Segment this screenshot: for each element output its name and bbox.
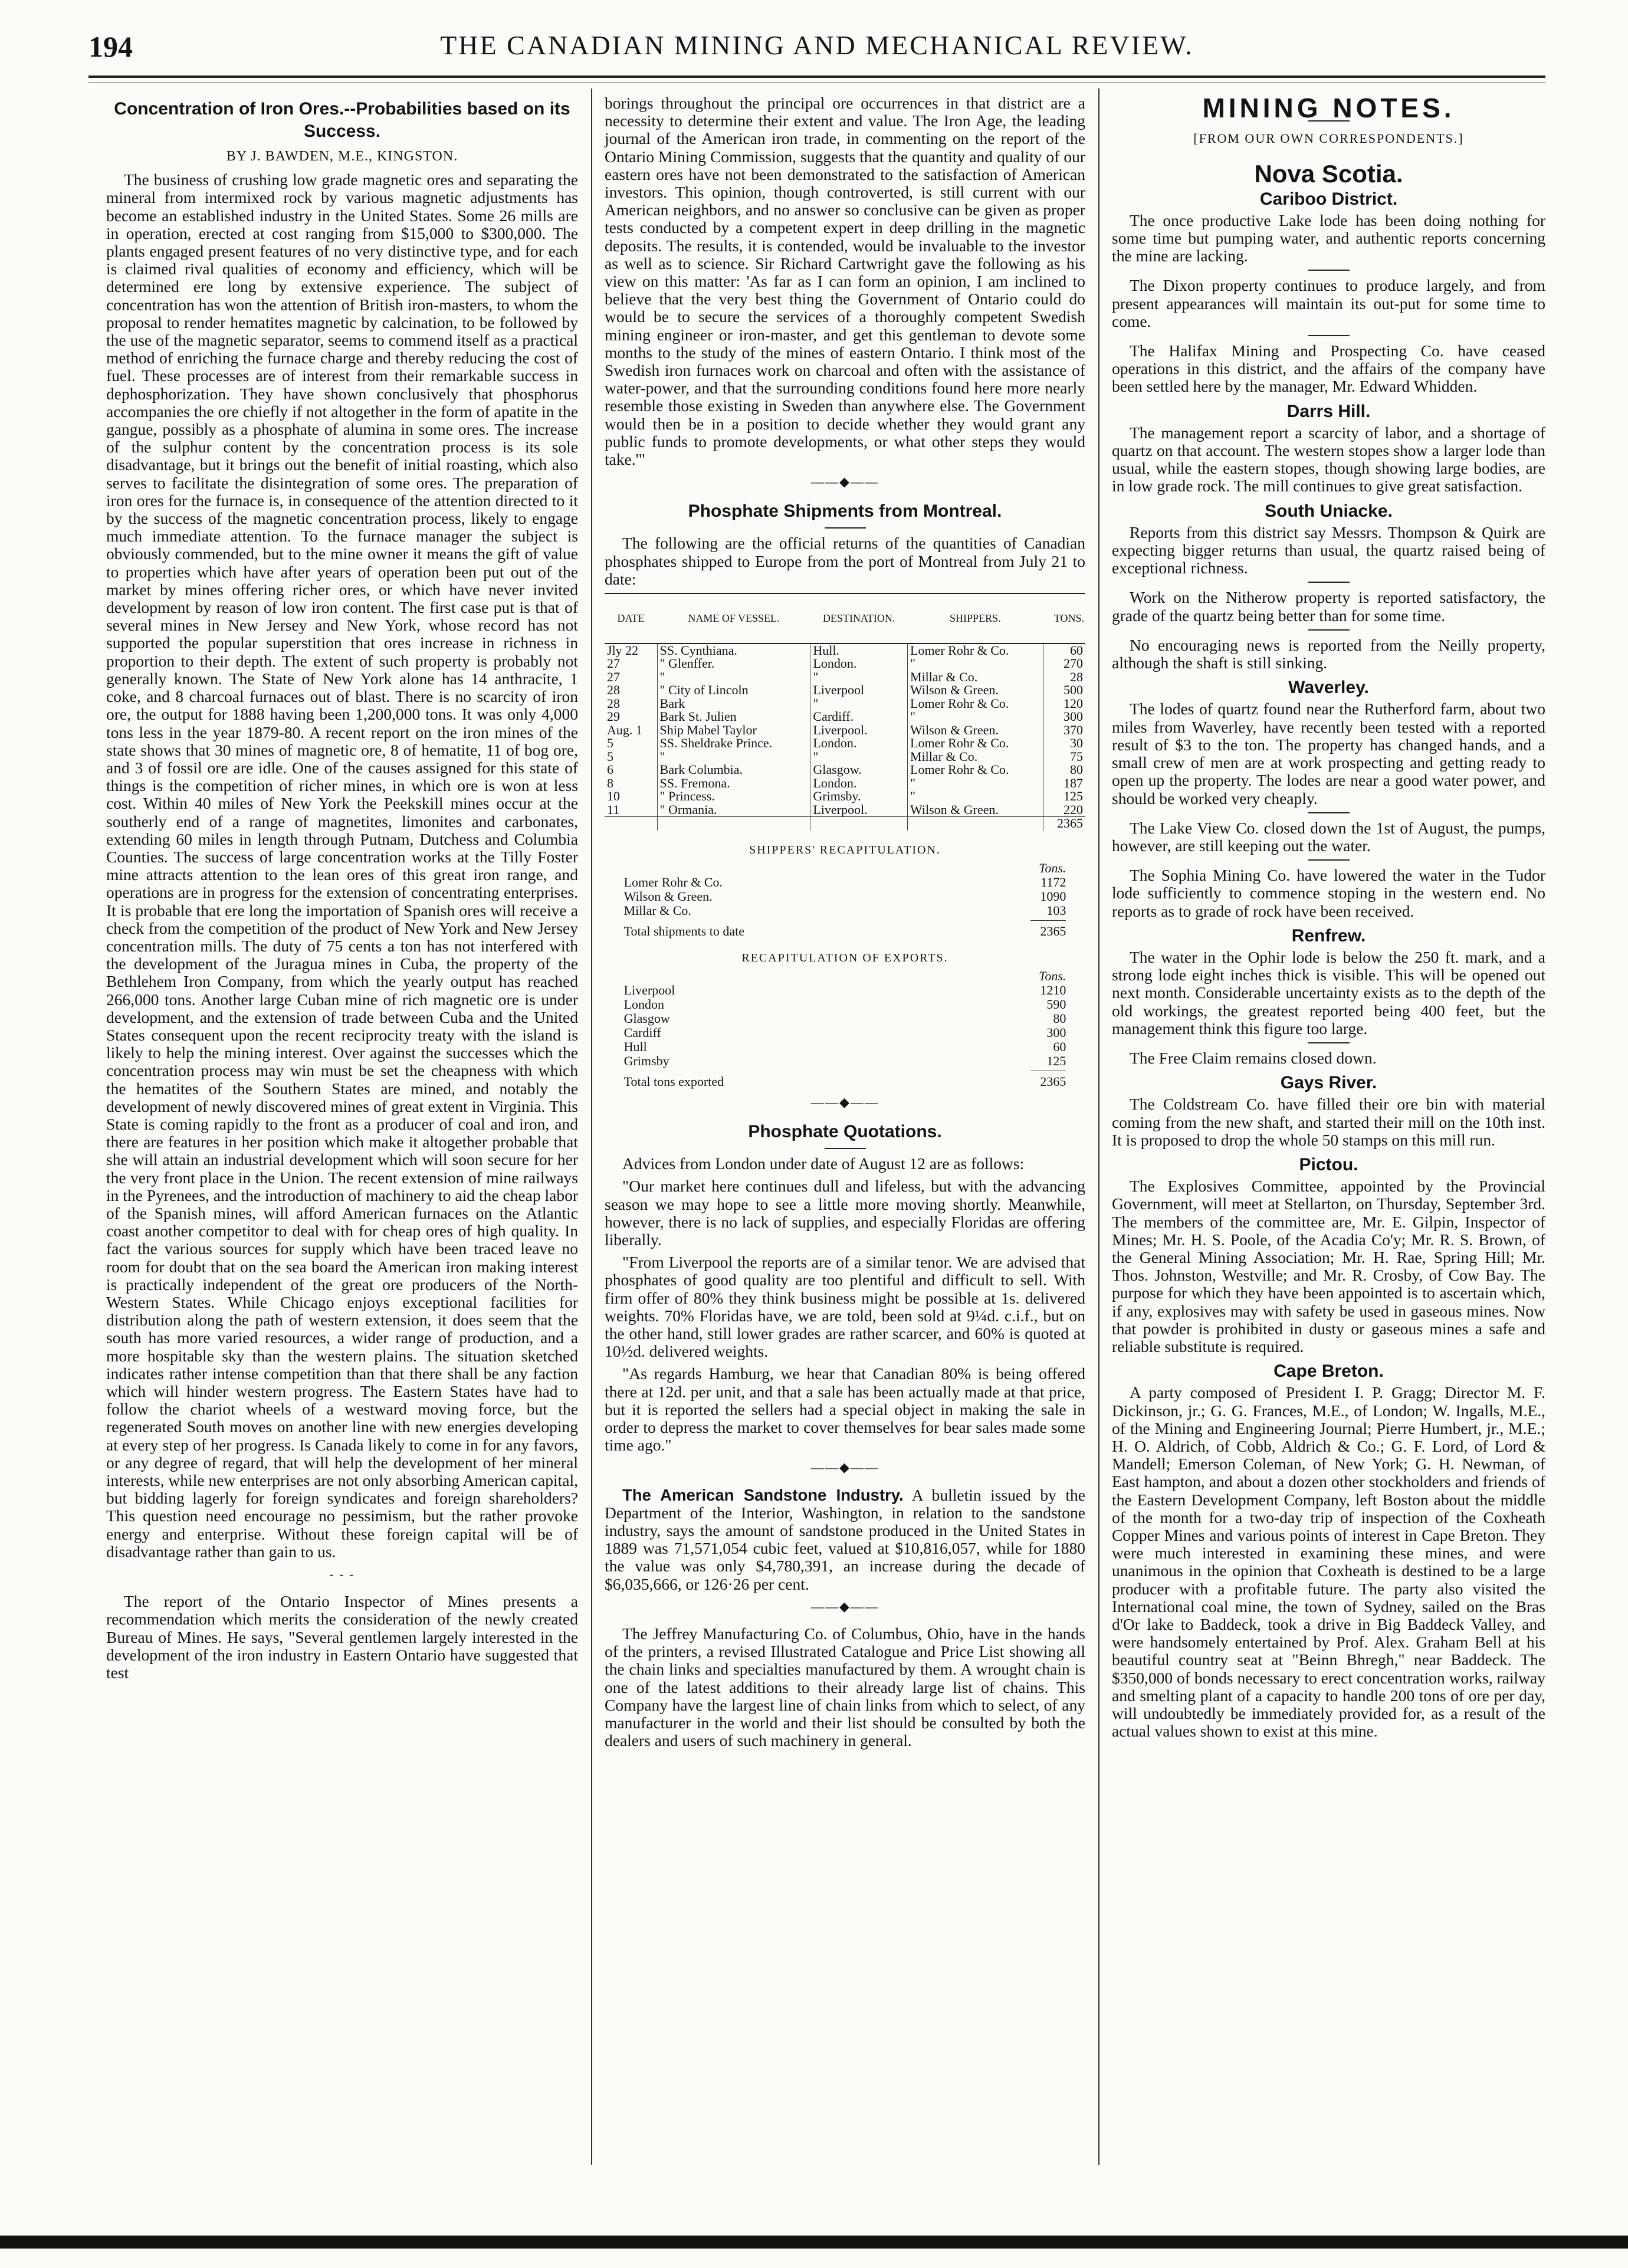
district-heading: Cariboo District.: [1259, 189, 1398, 209]
iron-article-byline: BY J. BAWDEN, M.E., KINGSTON.: [226, 149, 458, 164]
table-cell: 28: [1043, 671, 1085, 684]
table-cell: Glasgow.: [810, 763, 908, 777]
recap-total-label: Total shipments to date: [623, 923, 744, 938]
short-rule: [1308, 582, 1350, 583]
section-separator: - - -: [329, 1567, 355, 1582]
table-cell: 28: [607, 695, 620, 711]
district-heading: Waverley.: [1288, 678, 1369, 698]
mining-note-paragraph: Work on the Nitherow property is reported satisfactory, the grade of the quartz being better than for some time.: [1112, 588, 1545, 625]
table-cell: Cardiff.: [810, 710, 908, 724]
recap-label: Wilson & Green.: [623, 888, 713, 904]
recap-label: Glasgow: [623, 1010, 670, 1026]
table-row: [605, 803, 1085, 817]
recap-row: [624, 875, 1066, 890]
table-cell: 6: [607, 762, 613, 777]
table-row: [605, 750, 1085, 764]
table-cell: Bark St. Julien: [657, 710, 810, 724]
table-cell: ": [908, 657, 1043, 671]
mining-note-paragraph: The Dixon property continues to produce largely, and from present appearances will maintain its out-put for some time to come.: [1112, 276, 1545, 330]
tons-label: Tons.: [1039, 860, 1066, 875]
district-heading: Cape Breton.: [1273, 1361, 1384, 1381]
short-rule: [825, 527, 866, 529]
table-cell: Wilson & Green.: [908, 724, 1043, 737]
section-separator: ——◆——: [811, 1094, 879, 1110]
table-cell: 300: [1043, 710, 1085, 724]
mining-note-paragraph: No encouraging news is reported from the Neilly property, although the shaft is still sinking.: [1112, 635, 1545, 672]
table-row: [605, 671, 1085, 684]
column-2: [605, 94, 1085, 1754]
section-separator: ——◆——: [811, 1460, 879, 1475]
recap-row: [624, 904, 1066, 918]
mining-note-paragraph: The once productive Lake lode has been doing nothing for some time but pumping water, and authentic reports concerning the mine are lacking.: [1112, 211, 1545, 265]
province-heading: Nova Scotia.: [1254, 160, 1403, 188]
table-cell: Hull.: [810, 644, 908, 658]
table-cell: London.: [810, 657, 908, 671]
exports-recap: [624, 969, 1066, 1089]
table-cell: [810, 817, 908, 831]
recap-row: [624, 1040, 1066, 1054]
mining-note-paragraph: The Coldstream Co. have filled their ore bin with material coming from the new shaft, and started their mill on the 10th inst. It is proposed to drop the whole 50 stamps on this mill run.: [1112, 1095, 1545, 1149]
total-line: [1030, 920, 1066, 921]
recap-value: 1210: [1040, 982, 1066, 997]
table-cell: 75: [1043, 750, 1085, 764]
table-cell: 30: [1043, 737, 1085, 750]
mining-note-paragraph: The Free Claim remains closed down.: [1130, 1048, 1377, 1067]
table-row: [605, 790, 1085, 803]
sandstone-paragraph: [605, 1486, 1085, 1593]
recap-value: 1090: [1040, 888, 1066, 904]
table-cell: " City of Lincoln: [657, 684, 810, 697]
page-number: 194: [88, 30, 133, 63]
table-cell: [657, 817, 810, 831]
recap-row: [624, 997, 1066, 1012]
table-cell: Bark Columbia.: [657, 763, 810, 777]
phosphate-shipments-title: Phosphate Shipments from Montreal.: [688, 501, 1002, 521]
recap-total-row: [624, 924, 1066, 938]
header-rule: [88, 76, 1545, 78]
quotations-paragraph: "As regards Hamburg, we hear that Canadian 80% is being offered there at 12d. per unit, and that a sale has been actually made at that price, but it is reported the sellers had a special object in making the sale in order to depress the market to cover themselves for bear sales made some time ago.": [605, 1364, 1085, 1455]
table-row: [605, 763, 1085, 777]
recap-value: 80: [1053, 1010, 1066, 1026]
recap-row: [624, 1012, 1066, 1026]
table-cell: 10: [607, 789, 620, 804]
table-cell: ": [908, 710, 1043, 724]
table-cell: 270: [1043, 657, 1085, 671]
recap-value: 590: [1046, 996, 1066, 1012]
table-cell: Lomer Rohr & Co.: [908, 644, 1043, 658]
table-cell: Millar & Co.: [908, 750, 1043, 764]
district-heading: Gays River.: [1280, 1073, 1377, 1093]
table-cell: Aug. 1: [607, 722, 642, 737]
recap-row: [624, 983, 1066, 997]
table-cell: Liverpool.: [810, 803, 908, 817]
table-cell: ": [908, 777, 1043, 790]
table-row: [605, 710, 1085, 724]
recap-value: 60: [1053, 1039, 1066, 1054]
table-cell: 28: [607, 682, 620, 698]
table-cell: 5: [607, 736, 613, 751]
iron-article-paragraph: The report of the Ontario Inspector of Mines presents a recommendation which merits the consideration of the newly created Bureau of Mines. He says, "Several gentlemen largely interested in the development of the iron industry in Eastern Ontario have suggested that test: [106, 1592, 578, 1682]
col-tons: TONS.: [1043, 593, 1085, 644]
recap-row: [624, 1026, 1066, 1040]
district-heading: South Uniacke.: [1265, 501, 1393, 521]
table-cell: SS. Sheldrake Prince.: [657, 737, 810, 750]
table-cell: 187: [1043, 777, 1085, 790]
short-rule: [1308, 335, 1350, 336]
shippers-recap-title: SHIPPERS' RECAPITULATION.: [749, 843, 941, 856]
recap-row: [624, 890, 1066, 904]
recap-label: Millar & Co.: [623, 902, 691, 918]
table-cell: [908, 817, 1043, 831]
table-row: [605, 697, 1085, 711]
recap-value: 103: [1046, 902, 1066, 918]
recap-label: Cardiff: [623, 1025, 661, 1040]
table-cell: 11: [607, 802, 620, 817]
table-header-row: [605, 593, 1085, 644]
quotations-paragraph: Advices from London under date of August 12 are as follows:: [622, 1154, 1025, 1173]
table-cell: 5: [607, 749, 613, 764]
table-total-row: [605, 817, 1085, 831]
column-1: [106, 94, 578, 1686]
table-row: [605, 777, 1085, 790]
section-separator: ——◆——: [811, 474, 879, 490]
jeffrey-paragraph: The Jeffrey Manufacturing Co. of Columbus, Ohio, have in the hands of the printers, a revised Illustrated Catalogue and Price List showing all the chain links and specialties manufactured by them. A wrought chain is one of the latest additions to their already large list of chains. This Company have the largest line of chain links from which to select, of any manufacturer in the world and their list should be consulted by both the dealers and users of such machinery in general.: [605, 1624, 1085, 1750]
mining-note-paragraph: The Explosives Committee, appointed by the Provincial Government, will meet at Stellarton, on Thursday, September 3rd. The members of the committee are, Mr. E. Gilpin, Inspector of Mines; Mr. H. S. Poole, of the Acadia Co'y; Mr. R. S. Brown, of the General Mining Association; Mr. H. Rae, Spring Hill; Mr. Thos. Johnston, Westville; and Mr. R. Crosby, of Cow Bay. The purpose for which they have been appointed is to ascertain which, if any, explosives may with safety be used in gaseous mines. Now that powder is prohibited in dusty or gaseous mines a safe and reliable substitute is required.: [1112, 1177, 1545, 1355]
table-cell: 29: [607, 709, 620, 724]
table-row: [605, 657, 1085, 671]
sandstone-text: A bulletin issued by the Department of the Interior, Washington, in relation to the sandstone industry, says the amount of sandstone produced in the United States in 1889 was 71,571,054 cubic feet, valued at $10,816,057, while for 1880 the value was only $4,780,391, an increase during the decade of $6,035,666, or 126·26 per cent.: [605, 1485, 1085, 1593]
column-3: [1112, 94, 1545, 1745]
short-rule: [1308, 812, 1350, 813]
column-divider: [591, 88, 592, 2165]
iron-article-title: Concentration of Iron Ores.--Probabilities based on its Success.: [114, 99, 570, 141]
recap-label: Liverpool: [623, 982, 675, 997]
quotations-paragraph: "Our market here continues dull and lifeless, but with the advancing season we may hope to see a little more moving shortly. Meanwhile, however, there is no lack of supplies, and especially Floridas are offering liberally.: [605, 1177, 1085, 1249]
shippers-recap: [624, 861, 1066, 938]
table-cell: Jly 22: [607, 642, 639, 658]
mining-notes-title: MINING NOTES.: [1202, 93, 1455, 123]
short-rule: [1308, 859, 1350, 861]
table-cell: Millar & Co.: [908, 671, 1043, 684]
sandstone-title: The American Sandstone Industry.: [622, 1485, 904, 1504]
table-cell: London.: [810, 737, 908, 750]
table-cell: Bark: [657, 697, 810, 711]
table-cell: London.: [810, 777, 908, 790]
mining-note-paragraph: The water in the Ophir lode is below the 250 ft. mark, and a strong lode eight inches thick is visible. This will be opened out next month. Considerable uncertainty exists as to the depth of the old workings, the greatest reported being 400 feet, but the management think this figure too large.: [1112, 947, 1545, 1038]
iron-article-paragraph: borings throughout the principal ore occurrences in that district are a necessity to determine their extent and value. The Iron Age, the leading journal of the American iron trade, in commenting on the report of the Ontario Mining Commission, suggests that the quantity and quality of our eastern ores have not been demonstrated to the satisfaction of American investors. This opinion, though controverted, is still current with our American neighbors, and no answer so conclusive can be given as proper tests conducted by a competent expert in deep drilling in the magnetic deposits. The results, it is contended, would be invaluable to the investor as well as to science. Sir Richard Cartwright gave the following as his view on this matter: 'As far as I can form an opinion, I am inclined to believe that the very best thing the Government of Ontario could do would be to secure the services of a thoroughly competent Swedish mining engineer or iron-master, and get this gentleman to devote some months to the study of the mines of eastern Ontario. I think most of the Swedish iron furnaces work on charcoal and often with the assistance of water-power, and that the surrounding conditions found here more nearly resemble those existing in Sweden than anywhere else. The Government would then be in a position to decide whether they would grant any public funds to promote developments, or what other steps they would take.'": [605, 94, 1085, 469]
recap-total-row: [624, 1075, 1066, 1089]
table-cell: 80: [1043, 763, 1085, 777]
table-cell: ": [810, 671, 908, 684]
district-heading: Pictou.: [1299, 1154, 1358, 1174]
recap-value: 125: [1046, 1053, 1066, 1068]
quotations-paragraph: "From Liverpool the reports are of a similar tenor. We are advised that phosphates of good quality are too plentiful and difficult to sell. With firm offer of 80% they think business might be possible at 1s. delivered weights. 70% Floridas have, we are told, been sold at 9¼d. c.i.f., but on the other hand, still lower grades are rather scarcer, and 60% is quoted at 10½d. delivered weights.: [605, 1253, 1085, 1361]
table-row: [605, 724, 1085, 737]
col-destination: DESTINATION.: [810, 593, 908, 644]
table-cell: 120: [1043, 697, 1085, 711]
table-cell: 220: [1043, 803, 1085, 817]
mining-note-paragraph: The Halifax Mining and Prospecting Co. have ceased operations in this district, and the affairs of the company have been settled here by the manager, Mr. Edward Whidden.: [1112, 342, 1545, 396]
table-total-value: 2365: [1043, 817, 1085, 831]
short-rule: [1308, 1042, 1350, 1043]
column-divider: [1098, 88, 1099, 2165]
bottom-rule: [0, 2236, 1628, 2249]
table-cell: Lomer Rohr & Co.: [908, 737, 1043, 750]
phosphate-quotations-title: Phosphate Quotations.: [748, 1122, 942, 1142]
table-cell: Lomer Rohr & Co.: [908, 763, 1043, 777]
section-separator: ——◆——: [811, 1599, 879, 1614]
recap-total-value: 2365: [1040, 923, 1066, 938]
table-cell: " Glenffer.: [657, 657, 810, 671]
table-cell: ": [810, 697, 908, 711]
table-cell: 500: [1043, 684, 1085, 697]
district-heading: Renfrew.: [1291, 925, 1366, 946]
table-cell: " Ormania.: [657, 803, 810, 817]
table-cell: SS. Fremona.: [657, 777, 810, 790]
col-date: DATE: [605, 593, 657, 644]
recap-row: [624, 1054, 1066, 1068]
table-cell: 8: [607, 775, 613, 790]
col-vessel: NAME OF VESSEL.: [657, 593, 810, 644]
table-cell: Ship Mabel Taylor: [657, 724, 810, 737]
tons-label: Tons.: [1039, 968, 1066, 983]
mining-note-paragraph: The Sophia Mining Co. have lowered the water in the Tudor lode sufficiently to commence stoping in the western end. No reports as to grade of rock have been received.: [1112, 866, 1545, 920]
recap-label: Grimsby: [623, 1053, 669, 1068]
mining-note-paragraph: A party composed of President I. P. Gragg; Director M. F. Dickinson, jr.; G. G. Frances, M.E., of London; W. Ingalls, M.E., of the Mining and Engineering Journal; Pierre Humbert, jr., M.E.; H. O. Aldrich, of Cobb, Aldrich & Co.; G. F. Lord, of Lord & Mandell; Emerson Coleman, of New York; G. H. Newman, of East hampton, and about a dozen other stockholders and friends of the Eastern Development Company, left Boston about the middle of the month for a two-day trip of inspection of the Coxheath Copper Mines and various points of interest in Cape Breton. They were much interested in examining these mines, and were unanimous in the opinion that Coxheath is destined to be a large producer with a profitable future. The party also visited the International coal mine, the town of Sydney, sailed on the Bras d'Or lake to Baddeck, took a drive in Big Baddeck Valley, and were handsomely entertained by Prof. Alex. Graham Bell at his beautiful country seat at "Beinn Bhregh," near Baddeck. The $350,000 of bonds necessary to erect concentration works, railway and smelting plant of a capacity to handle 200 tons of ore per day, will undoubtedly be immediately provided for, as a result of the actual values shown to exist at this mine.: [1112, 1383, 1545, 1741]
mining-note-paragraph: The Lake View Co. closed down the 1st of August, the pumps, however, are still keeping out the water.: [1112, 818, 1545, 855]
mining-note-paragraph: The lodes of quartz found near the Rutherford farm, about two miles from Waverley, have recently been tested with a reported result of $3 to the ton. The property has changed hands, and a small crew of men are at work prospecting and getting ready to open up the property. The lodes are near a good water power, and should be worked very cheaply.: [1112, 700, 1545, 808]
exports-recap-title: RECAPITULATION OF EXPORTS.: [741, 951, 948, 964]
recap-total-value: 2365: [1040, 1074, 1066, 1089]
table-cell: Wilson & Green.: [908, 803, 1043, 817]
table-cell: ": [908, 790, 1043, 803]
recap-label: London: [623, 996, 665, 1012]
table-cell: Lomer Rohr & Co.: [908, 697, 1043, 711]
phosphate-shipments-intro: The following are the official returns of the quantities of Canadian phosphates shipped to Europe from the port of Montreal from July 21 to date:: [605, 534, 1085, 588]
recap-value: 1172: [1041, 874, 1066, 890]
recap-label: Lomer Rohr & Co.: [623, 874, 723, 890]
phosphate-shipments-table: [605, 593, 1085, 831]
table-cell: 125: [1043, 790, 1085, 803]
col-shippers: SHIPPERS.: [908, 593, 1043, 644]
table-cell: Liverpool: [810, 684, 908, 697]
table-cell: ": [657, 671, 810, 684]
table-cell: 27: [607, 669, 620, 684]
table-cell: Liverpool.: [810, 724, 908, 737]
recap-total-label: Total tons exported: [623, 1074, 724, 1089]
table-cell: 60: [1043, 644, 1085, 658]
iron-article-paragraph: The business of crushing low grade magnetic ores and separating the mineral from intermixed rock by various magnetic adjustments has become an established industry in the United States. Some 26 mills are in operation, erected at cost ranging from $15,000 to $300,000. The plants engaged present features of no very distinctive type, and for each is claimed rival qualities of economy and efficiency, which will be determined ere long by extensive experience. The subject of concentration has won the attention of British iron-masters, to whom the proposal to render hematites magnetic by calcination, to be followed by the use of the magnetic separator, seems to commend itself as a practical method of enriching the furnace charge and thereby reducing the cost of fuel. These processes are of interest from their remarkable success in dephosphorization. They have shown conclusively that phosphorus accompanies the ore chiefly if not altogether in the form of apatite in the gangue, possibly as a phosphate of alumina in some ores. The increase of the sulphur content by the concentration process is its sole disadvantage, but it brings out the benefit of initial roasting, which also serves to facilitate the disintegration of some ores. The preparation of iron ores for the furnace is, in consequence of the attention directed to it by the success of the magnetic concentration process, likely to engage much immediate attention. To the furnace manager the subject is obviously commended, but to the mine owner it means the gift of value to properties which have after years of operation been put out of the market by mines offering richer ores, or which have never invited development by reason of low iron content. The first case put is that of several mines in New Jersey and New York, whose record has not supported the popular superstition that ores increase in richness in proportion to their depth. The extent of such property is probably not generally known. The State of New York alone has 14 anthracite, 1 coke, and 8 charcoal furnaces out of blast. There is no scarcity of iron ore, the output for 1888 having been 1,200,000 tons. It was only 4,000 tons less in the year 1879-80. A recent report on the iron mines of the state shows that 30 mines of magnetic ore, 8 of hematite, 11 of bog ore, and 3 of fossil ore are idle. One of the causes assigned for this state of things is the competition of richer mines, in which ore is won at less cost. Within 40 miles of New York the Peekskill mines occur at the southerly end of a range of magnetites, limonites and carbonates, extending 60 miles in length through Putnam, Dutchess and Columbia Counties. The success of large concentration works at the Tilly Foster mine attracts attention to the lean ores of this great iron range, and operations are in progress for the extension of concentrating enterprises. It is probable that ere long the importation of Spanish ores will receive a check from the competition of the product of New York and New Jersey concentration mills. The duty of 75 cents a ton has not interfered with the development of the Juragua mines in Cuba, the property of the Bethlehem Iron Company, from which the yearly output has reached 266,000 tons. Another large Cuban mine of rich magnetic ore is under development, and the extension of trade between Cuba and the United States consequent upon the recent reciprocity treaty with the island is likely to help the mining interest. Over against the successes which the concentration process may win must be set the cheapness with which the hematites of the Southern States are mined, and notably the development of newly discovered mines of great extent in Virginia. This State is coming rapidly to the front as a producer of coal and iron, and there are features in her position which make it altogether probable that she will attain an industrial development which will soon secure for her the very front place in the Union. The recent extension of mine railways in the Pyrenees, and the introduction of machinery to aid the cheap labor of the Spanish mines, will afford American furnaces on the Atlantic coast another competitor to deal with for cheap ores of high quality. In fact the various sources for supply which have been traced leave no room for doubt that on the sea board the American iron making interest is practically independent of the great ore producers of the North-Western States. While Chicago enjoys exceptional facilities for distribution along the path of western extension, it does seem that the south has more varied resources, a wider range of production, and a more hospitable sky than the western plains. The situation sketched indicates rather intense competition than that there shall be any faction which will hinder western progress. The Eastern States have had to follow the chariot wheels of a westward moving force, but the regenerated South moves on another line with new energies developing at every step of her progress. Is Canada likely to come in for any favors, or any degree of regard, that will help the development of her mineral interests, while new enterprises are not only absorbing American capital, but bidding lagerly for foreign syndicates and foreign shareholders? This question need encourage no pessimism, but the rather provoke energy and enterprise. Without these foreign capital will be of disadvantage rather than gain to us.: [106, 170, 578, 1561]
table-row: [605, 684, 1085, 697]
table-cell: 27: [607, 656, 620, 671]
district-heading: Darrs Hill.: [1286, 401, 1371, 421]
page-header: [88, 29, 1545, 71]
mining-note-paragraph: Reports from this district say Messrs. Thompson & Quirk are expecting bigger returns than usual, the quartz raised being of exceptional richness.: [1112, 523, 1545, 577]
recap-label: Hull: [623, 1039, 647, 1054]
short-rule: [825, 1148, 866, 1149]
table-cell: 370: [1043, 724, 1085, 737]
table-cell: ": [657, 750, 810, 764]
table-cell: ": [810, 750, 908, 764]
recap-value: 300: [1046, 1025, 1066, 1040]
table-cell: Grimsby.: [810, 790, 908, 803]
short-rule: [1308, 270, 1350, 271]
mining-note-paragraph: The management report a scarcity of labor, and a shortage of quartz on that account. The western stopes show a larger lode than usual, while the eastern stopes, though showing large bodies, are in low grade rock. The mill continues to give great satisfaction.: [1112, 423, 1545, 495]
table-cell: SS. Cynthiana.: [657, 644, 810, 658]
table-cell: " Princess.: [657, 790, 810, 803]
table-row: [605, 644, 1085, 658]
journal-title: THE CANADIAN MINING AND MECHANICAL REVIEW.: [440, 30, 1194, 60]
table-cell: Wilson & Green.: [908, 684, 1043, 697]
mining-notes-subtitle: [FROM OUR OWN CORRESPONDENTS.]: [1193, 131, 1464, 146]
table-cell: [605, 817, 657, 831]
short-rule: [1308, 629, 1350, 631]
table-row: [605, 737, 1085, 750]
